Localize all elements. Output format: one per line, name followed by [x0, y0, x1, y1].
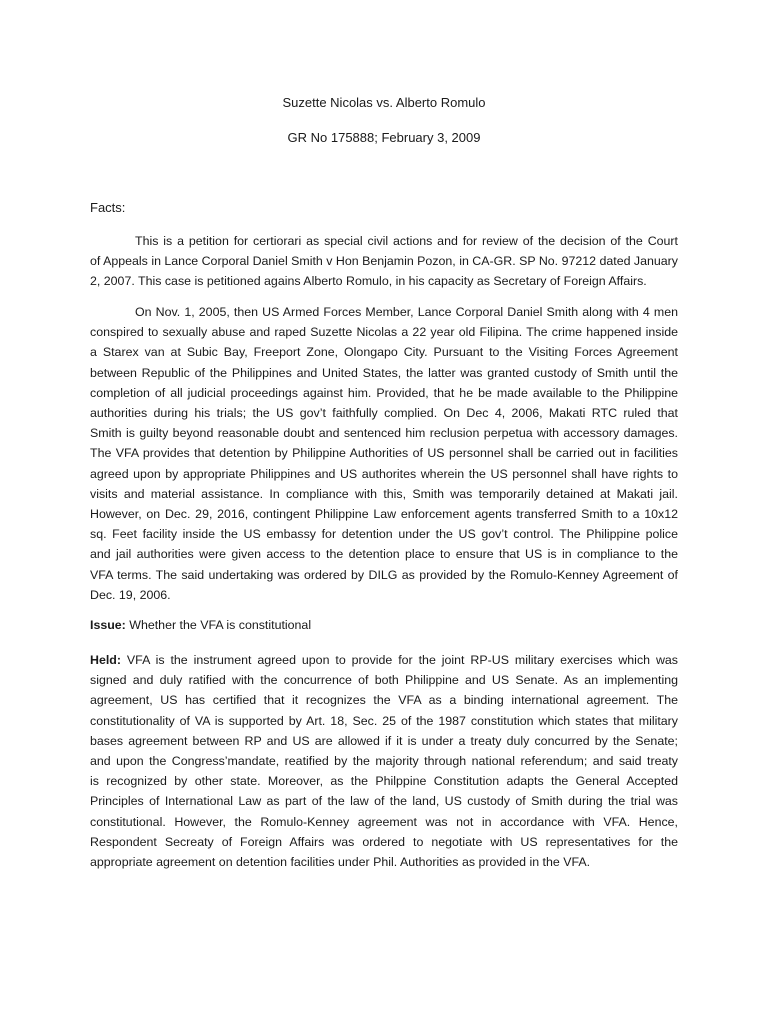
- paragraph-line: conspired to sexually abuse and raped Suzette Nicolas a 22 year old Filipina. The crime happened inside: [90, 325, 678, 340]
- paragraph-line: 2, 2007. This case is petitioned agains Alberto Romulo, in his capacity as Secretary of Foreign Affairs.: [90, 274, 647, 289]
- paragraph-line: is recognized by other state. Moreover, as the Philppine Constitution adapts the General Accepted: [90, 774, 678, 789]
- paragraph-line: However, on Dec. 29, 2016, contingent Philippine Law enforcement agents transferred Smith to a 10x12: [90, 507, 678, 522]
- paragraph-line: On Nov. 1, 2005, then US Armed Forces Member, Lance Corporal Daniel Smith along with 4 men: [135, 305, 678, 319]
- paragraph-line: completion of all judicial proceedings against him. Provided, that he be made available to the Philippine: [90, 385, 678, 400]
- paragraph-line: The VFA provides that detention by Philippine Authorities of US personnel shall be carried out in facilities: [90, 446, 678, 461]
- paragraph-line: between Republic of the Philippines and United States, the latter was granted custody of Smith until the: [90, 365, 678, 380]
- paragraph-line: authorities during his trials; the US gov’t faithfully complied. On Dec 4, 2006, Makati RTC ruled that: [90, 406, 678, 421]
- paragraph-line: appropriate agreement on detention facilities under Phil. Authorities as provided in the VFA.: [90, 855, 591, 870]
- paragraph-line: and jail authorities were given access to the detention place to ensure that US is in compliance to the: [90, 547, 678, 562]
- facts-paragraph-1: [90, 231, 678, 292]
- case-citation: GR No 175888; February 3, 2009: [287, 130, 481, 145]
- facts-heading: Facts:: [90, 200, 126, 215]
- paragraph-line: [90, 650, 678, 670]
- paragraph-line: constitutional. However, the Romulo-Kenney agreement was not in accordance with VFA. Hence,: [90, 814, 678, 829]
- held-label: Held:: [90, 653, 121, 667]
- issue-text: Whether the VFA is constitutional: [125, 618, 312, 632]
- paragraph-line: signed and duly ratified with the concurrence of both Philippine and US Senate. As an implementing: [90, 673, 678, 688]
- paragraph-line: and upon the Congress’mandate, reatified by the majority through national referendum; and said treaty: [90, 754, 678, 769]
- paragraph-line: of Appeals in Lance Corporal Daniel Smith v Hon Benjamin Pozon, in CA-GR. SP No. 97212 dated January: [90, 254, 678, 269]
- facts-paragraph-2: [90, 302, 678, 605]
- held-paragraph: [90, 650, 678, 872]
- paragraph-line: Smith is guilty beyond reasonable doubt and sentenced him reclusion perpetua with accessory damages.: [90, 426, 678, 441]
- paragraph-line: agreed upon by appropriate Philippines and US authorites wherein the US personnel shall have rights to: [90, 466, 678, 481]
- case-title: Suzette Nicolas vs. Alberto Romulo: [282, 95, 486, 110]
- paragraph-line: a Starex van at Subic Bay, Freeport Zone, Olongapo City. Pursuant to the Visiting Forces Agreement: [90, 345, 678, 360]
- paragraph-line: VFA terms. The said undertaking was ordered by DILG as provided by the Romulo-Kenney Agreement of: [90, 567, 678, 582]
- paragraph-line: bases agreement between RP and US are allowed if it is under a treaty duly concurred by the Senate;: [90, 733, 678, 748]
- paragraph-line: constitutionality of VA is supported by Art. 18, Sec. 25 of the 1987 constitution which states that military: [90, 713, 678, 728]
- paragraph-line: Principles of International Law as part of the law of the land, US custody of Smith during the trial was: [90, 794, 678, 809]
- paragraph-line: Dec. 19, 2006.: [90, 587, 171, 602]
- paragraph-line: Respondent Secreaty of Foreign Affairs was ordered to negotiate with US representatives for the: [90, 834, 678, 849]
- issue-paragraph: [90, 615, 678, 635]
- paragraph-line: agreement, US has certified that it recognizes the VFA as a binding international agreement. The: [90, 693, 678, 708]
- paragraph-line: visits and material assistance. In compliance with this, Smith was temporarily detained at Makati jail.: [90, 486, 678, 501]
- held-text: VFA is the instrument agreed upon to provide for the joint RP-US military exercises which was: [120, 653, 678, 667]
- issue-label: Issue:: [90, 618, 126, 632]
- paragraph-line: [90, 615, 678, 635]
- paragraph-line: sq. Feet facility inside the US embassy for detention under the US gov’t control. The Philippine police: [90, 527, 678, 542]
- paragraph-line: This is a petition for certiorari as special civil actions and for review of the decision of the Court: [135, 234, 678, 248]
